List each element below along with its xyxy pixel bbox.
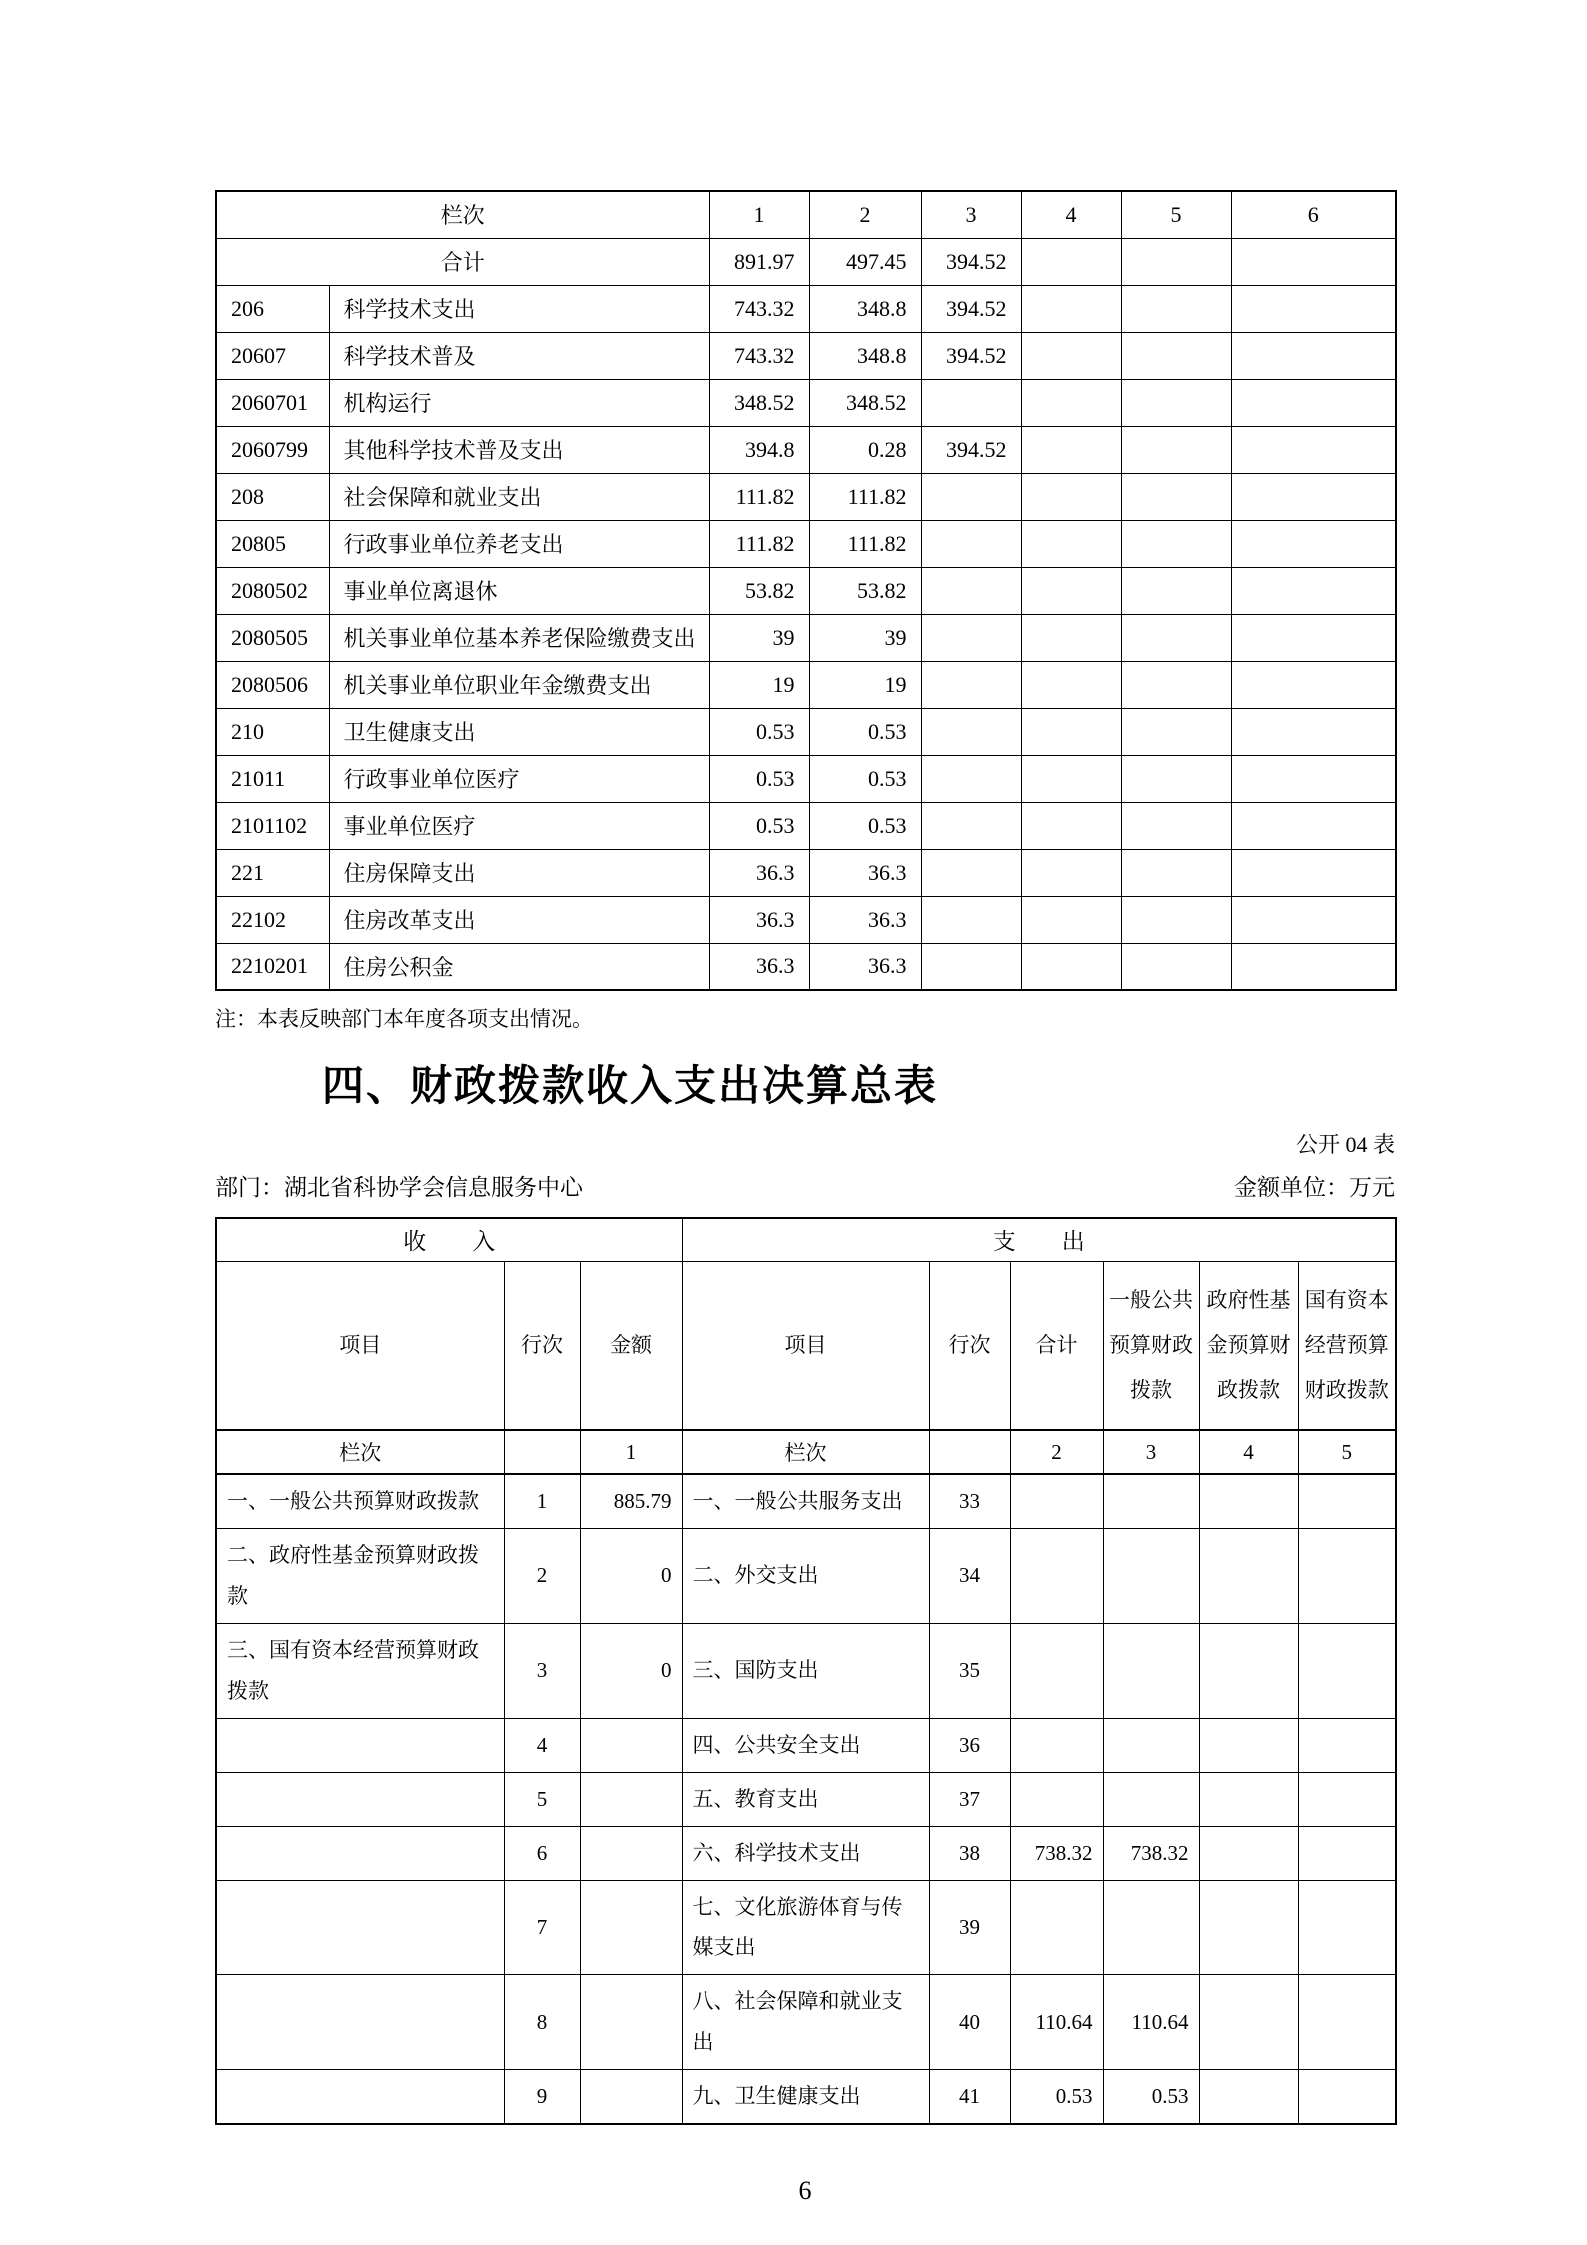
income-amount xyxy=(580,1772,682,1826)
expense-line: 39 xyxy=(929,1880,1010,1975)
cell-value xyxy=(1231,755,1396,802)
cell-value xyxy=(1231,473,1396,520)
expense-gov-fund xyxy=(1199,1880,1298,1975)
expense-gov-fund xyxy=(1199,1975,1298,2070)
budget-code: 20805 xyxy=(216,520,329,567)
income-item xyxy=(216,1880,504,1975)
expense-line: 38 xyxy=(929,1826,1010,1880)
cell-value: 19 xyxy=(709,661,809,708)
expense-general: 0.53 xyxy=(1103,2070,1199,2124)
cell-value xyxy=(1121,332,1231,379)
index-blank xyxy=(504,1430,580,1474)
income-item xyxy=(216,1772,504,1826)
cell-value: 0.53 xyxy=(809,802,921,849)
cell-value: 111.82 xyxy=(709,473,809,520)
expense-general xyxy=(1103,1880,1199,1975)
budget-item-name: 科学技术支出 xyxy=(329,285,709,332)
income-item xyxy=(216,1975,504,2070)
cell-value xyxy=(921,849,1021,896)
income-item: 二、政府性基金预算财政拨款 xyxy=(216,1528,504,1623)
expense-item: 四、公共安全支出 xyxy=(682,1718,929,1772)
expense-state-capital xyxy=(1298,1623,1396,1718)
cell-value: 394.52 xyxy=(921,426,1021,473)
column-index: 2 xyxy=(1010,1430,1103,1474)
cell-value: 394.52 xyxy=(921,332,1021,379)
total-value: 394.52 xyxy=(921,238,1021,285)
cell-value xyxy=(1121,473,1231,520)
section-header-row xyxy=(216,1218,1396,1261)
cell-value xyxy=(1021,379,1121,426)
expense-total xyxy=(1010,1528,1103,1623)
cell-value: 0.28 xyxy=(809,426,921,473)
cell-value xyxy=(1021,943,1121,990)
cell-value xyxy=(1021,755,1121,802)
expense-item: 三、国防支出 xyxy=(682,1623,929,1718)
column-index: 1 xyxy=(580,1430,682,1474)
cell-value xyxy=(1231,943,1396,990)
cell-value xyxy=(921,520,1021,567)
cell-value: 36.3 xyxy=(809,849,921,896)
column-index: 5 xyxy=(1298,1430,1396,1474)
expense-general xyxy=(1103,1718,1199,1772)
income-amount: 0 xyxy=(580,1528,682,1623)
income-line: 7 xyxy=(504,1880,580,1975)
cell-value xyxy=(1021,849,1121,896)
cell-value xyxy=(1231,285,1396,332)
cell-value: 39 xyxy=(809,614,921,661)
expense-item: 六、科学技术支出 xyxy=(682,1826,929,1880)
table-row xyxy=(216,849,1396,896)
income-section-header: 收 入 xyxy=(216,1218,682,1261)
expense-gov-fund xyxy=(1199,1474,1298,1528)
expense-item: 八、社会保障和就业支出 xyxy=(682,1975,929,2070)
income-line: 1 xyxy=(504,1474,580,1528)
table-row xyxy=(216,614,1396,661)
cell-value xyxy=(1021,614,1121,661)
fiscal-summary-table xyxy=(215,1217,1397,2125)
cell-value: 36.3 xyxy=(709,943,809,990)
cell-value: 111.82 xyxy=(809,520,921,567)
table-row xyxy=(216,1772,1396,1826)
income-line: 6 xyxy=(504,1826,580,1880)
budget-code: 2101102 xyxy=(216,802,329,849)
cell-value: 36.3 xyxy=(809,943,921,990)
cell-value xyxy=(1021,567,1121,614)
col-header-income-item: 项目 xyxy=(216,1261,504,1430)
cell-value xyxy=(921,567,1021,614)
cell-value xyxy=(921,473,1021,520)
income-line: 8 xyxy=(504,1975,580,2070)
col-header-expense-item: 项目 xyxy=(682,1261,929,1430)
income-amount xyxy=(580,1880,682,1975)
expense-total xyxy=(1010,1474,1103,1528)
cell-value: 0.53 xyxy=(709,802,809,849)
expense-state-capital xyxy=(1298,1718,1396,1772)
expense-state-capital xyxy=(1298,1880,1396,1975)
column-index-row xyxy=(216,1430,1396,1474)
budget-code: 22102 xyxy=(216,896,329,943)
expense-state-capital xyxy=(1298,1528,1396,1623)
budget-code: 2080506 xyxy=(216,661,329,708)
expense-total xyxy=(1010,1880,1103,1975)
budget-item-name: 事业单位医疗 xyxy=(329,802,709,849)
cell-value xyxy=(1121,943,1231,990)
cell-value xyxy=(1121,755,1231,802)
budget-code: 221 xyxy=(216,849,329,896)
cell-value xyxy=(921,614,1021,661)
table-row xyxy=(216,473,1396,520)
cell-value xyxy=(1231,661,1396,708)
table-row xyxy=(216,1718,1396,1772)
index-blank xyxy=(929,1430,1010,1474)
budget-item-name: 科学技术普及 xyxy=(329,332,709,379)
unit-label: 金额单位：万元 xyxy=(1234,1175,1395,1200)
cell-value xyxy=(1121,379,1231,426)
cell-value: 394.52 xyxy=(921,285,1021,332)
total-value xyxy=(1021,238,1121,285)
cell-value xyxy=(1231,708,1396,755)
expense-line: 37 xyxy=(929,1772,1010,1826)
income-item xyxy=(216,1718,504,1772)
income-amount xyxy=(580,1826,682,1880)
column-index: 5 xyxy=(1121,191,1231,238)
income-line: 9 xyxy=(504,2070,580,2124)
expense-item: 五、教育支出 xyxy=(682,1772,929,1826)
expense-line: 40 xyxy=(929,1975,1010,2070)
column-index: 6 xyxy=(1231,191,1396,238)
table1-header-row xyxy=(216,191,1396,238)
expense-section-header: 支 出 xyxy=(682,1218,1396,1261)
table-row xyxy=(216,1528,1396,1623)
column-index: 2 xyxy=(809,191,921,238)
cell-value xyxy=(1121,520,1231,567)
total-value xyxy=(1231,238,1396,285)
cell-value xyxy=(1231,567,1396,614)
budget-code: 2060799 xyxy=(216,426,329,473)
expense-line: 41 xyxy=(929,2070,1010,2124)
table-row xyxy=(216,1474,1396,1528)
total-value: 891.97 xyxy=(709,238,809,285)
cell-value xyxy=(1121,708,1231,755)
table-row xyxy=(216,708,1396,755)
table-row xyxy=(216,1623,1396,1718)
expense-total: 0.53 xyxy=(1010,2070,1103,2124)
budget-item-name: 住房保障支出 xyxy=(329,849,709,896)
expense-total xyxy=(1010,1623,1103,1718)
column-index: 1 xyxy=(709,191,809,238)
budget-item-name: 社会保障和就业支出 xyxy=(329,473,709,520)
table-row xyxy=(216,379,1396,426)
budget-item-name: 住房公积金 xyxy=(329,943,709,990)
expense-total xyxy=(1010,1718,1103,1772)
cell-value xyxy=(921,661,1021,708)
budget-item-name: 行政事业单位医疗 xyxy=(329,755,709,802)
expense-gov-fund xyxy=(1199,1528,1298,1623)
cell-value xyxy=(1231,520,1396,567)
expense-line: 33 xyxy=(929,1474,1010,1528)
budget-code: 208 xyxy=(216,473,329,520)
page-number: 6 xyxy=(798,2176,812,2206)
expense-general xyxy=(1103,1474,1199,1528)
budget-item-name: 行政事业单位养老支出 xyxy=(329,520,709,567)
cell-value xyxy=(1231,849,1396,896)
budget-code: 2080505 xyxy=(216,614,329,661)
table-row xyxy=(216,2070,1396,2124)
income-amount: 0 xyxy=(580,1623,682,1718)
cell-value: 111.82 xyxy=(709,520,809,567)
expense-state-capital xyxy=(1298,1975,1396,2070)
income-item: 三、国有资本经营预算财政拨款 xyxy=(216,1623,504,1718)
budget-item-name: 机关事业单位基本养老保险缴费支出 xyxy=(329,614,709,661)
cell-value: 111.82 xyxy=(809,473,921,520)
cell-value xyxy=(921,755,1021,802)
expense-line: 36 xyxy=(929,1718,1010,1772)
cell-value xyxy=(1021,473,1121,520)
expense-general: 110.64 xyxy=(1103,1975,1199,2070)
budget-code: 2060701 xyxy=(216,379,329,426)
expense-general xyxy=(1103,1623,1199,1718)
col-header-total: 合计 xyxy=(1010,1261,1103,1430)
expense-state-capital xyxy=(1298,1772,1396,1826)
cell-value xyxy=(1021,285,1121,332)
expense-gov-fund xyxy=(1199,1772,1298,1826)
table-row xyxy=(216,802,1396,849)
cell-value: 348.8 xyxy=(809,332,921,379)
table-row xyxy=(216,285,1396,332)
cell-value: 36.3 xyxy=(709,849,809,896)
budget-item-name: 住房改革支出 xyxy=(329,896,709,943)
budget-code: 2080502 xyxy=(216,567,329,614)
cell-value xyxy=(1121,426,1231,473)
budget-code: 206 xyxy=(216,285,329,332)
cell-value xyxy=(1231,332,1396,379)
total-value xyxy=(1121,238,1231,285)
expense-state-capital xyxy=(1298,2070,1396,2124)
section-title: 四、财政拨款收入支出决算总表 xyxy=(322,1062,939,1109)
table-meta-row xyxy=(215,1173,1395,1203)
cell-value xyxy=(1231,426,1396,473)
income-line: 5 xyxy=(504,1772,580,1826)
cell-value xyxy=(921,379,1021,426)
expense-gov-fund xyxy=(1199,1826,1298,1880)
col-header-expense-line: 行次 xyxy=(929,1261,1010,1430)
col-header-gov-fund: 政府性基金预算财政拨款 xyxy=(1199,1261,1298,1430)
expense-general: 738.32 xyxy=(1103,1826,1199,1880)
expense-item: 一、一般公共服务支出 xyxy=(682,1474,929,1528)
income-amount: 885.79 xyxy=(580,1474,682,1528)
total-label: 合计 xyxy=(216,238,709,285)
expense-total: 738.32 xyxy=(1010,1826,1103,1880)
column-index-label: 栏次 xyxy=(216,191,709,238)
cell-value xyxy=(1121,896,1231,943)
table-row xyxy=(216,1975,1396,2070)
expense-gov-fund xyxy=(1199,2070,1298,2124)
expense-total xyxy=(1010,1772,1103,1826)
table-row xyxy=(216,332,1396,379)
cell-value xyxy=(1121,661,1231,708)
cell-value: 36.3 xyxy=(809,896,921,943)
income-item xyxy=(216,2070,504,2124)
cell-value xyxy=(921,802,1021,849)
index-label: 栏次 xyxy=(216,1430,504,1474)
income-amount xyxy=(580,1718,682,1772)
table-row xyxy=(216,661,1396,708)
column-index: 3 xyxy=(1103,1430,1199,1474)
budget-item-name: 机关事业单位职业年金缴费支出 xyxy=(329,661,709,708)
cell-value: 743.32 xyxy=(709,332,809,379)
column-header-row xyxy=(216,1261,1396,1430)
budget-code: 20607 xyxy=(216,332,329,379)
expense-line: 34 xyxy=(929,1528,1010,1623)
cell-value xyxy=(921,943,1021,990)
cell-value xyxy=(1231,802,1396,849)
expense-gov-fund xyxy=(1199,1718,1298,1772)
total-row xyxy=(216,238,1396,285)
income-line: 4 xyxy=(504,1718,580,1772)
col-header-income-amount: 金额 xyxy=(580,1261,682,1430)
income-line: 3 xyxy=(504,1623,580,1718)
cell-value: 36.3 xyxy=(709,896,809,943)
cell-value: 0.53 xyxy=(809,708,921,755)
income-line: 2 xyxy=(504,1528,580,1623)
department-label: 部门：湖北省科协学会信息服务中心 xyxy=(215,1175,583,1200)
cell-value xyxy=(1231,614,1396,661)
expense-general xyxy=(1103,1528,1199,1623)
cell-value: 0.53 xyxy=(709,755,809,802)
column-index: 4 xyxy=(1021,191,1121,238)
income-amount xyxy=(580,2070,682,2124)
budget-code: 210 xyxy=(216,708,329,755)
column-index: 3 xyxy=(921,191,1021,238)
cell-value: 743.32 xyxy=(709,285,809,332)
expense-item: 二、外交支出 xyxy=(682,1528,929,1623)
cell-value: 348.8 xyxy=(809,285,921,332)
table-row xyxy=(216,520,1396,567)
col-header-income-line: 行次 xyxy=(504,1261,580,1430)
cell-value xyxy=(1021,802,1121,849)
income-item: 一、一般公共预算财政拨款 xyxy=(216,1474,504,1528)
cell-value: 348.52 xyxy=(709,379,809,426)
table-row xyxy=(216,1880,1396,1975)
budget-code: 2210201 xyxy=(216,943,329,990)
cell-value xyxy=(1231,896,1396,943)
col-header-general-budget: 一般公共预算财政拨款 xyxy=(1103,1261,1199,1430)
cell-value xyxy=(921,896,1021,943)
expense-breakdown-table xyxy=(215,190,1397,991)
col-header-state-capital: 国有资本经营预算财政拨款 xyxy=(1298,1261,1396,1430)
cell-value: 394.8 xyxy=(709,426,809,473)
cell-value xyxy=(921,708,1021,755)
expense-general xyxy=(1103,1772,1199,1826)
budget-item-name: 卫生健康支出 xyxy=(329,708,709,755)
cell-value xyxy=(1021,708,1121,755)
cell-value xyxy=(1121,802,1231,849)
cell-value xyxy=(1021,896,1121,943)
index-label: 栏次 xyxy=(682,1430,929,1474)
table-row xyxy=(216,755,1396,802)
budget-item-name: 事业单位离退休 xyxy=(329,567,709,614)
cell-value xyxy=(1121,285,1231,332)
cell-value xyxy=(1021,661,1121,708)
cell-value xyxy=(1121,614,1231,661)
table-note: 注：本表反映部门本年度各项支出情况。 xyxy=(215,1007,593,1031)
budget-item-name: 其他科学技术普及支出 xyxy=(329,426,709,473)
cell-value: 39 xyxy=(709,614,809,661)
table-row xyxy=(216,426,1396,473)
cell-value: 348.52 xyxy=(809,379,921,426)
expense-line: 35 xyxy=(929,1623,1010,1718)
budget-code: 21011 xyxy=(216,755,329,802)
expense-state-capital xyxy=(1298,1474,1396,1528)
budget-item-name: 机构运行 xyxy=(329,379,709,426)
cell-value xyxy=(1021,332,1121,379)
cell-value xyxy=(1021,426,1121,473)
cell-value xyxy=(1231,379,1396,426)
expense-state-capital xyxy=(1298,1826,1396,1880)
cell-value xyxy=(1121,849,1231,896)
expense-item: 七、文化旅游体育与传媒支出 xyxy=(682,1880,929,1975)
income-item xyxy=(216,1826,504,1880)
expense-gov-fund xyxy=(1199,1623,1298,1718)
table-row xyxy=(216,896,1396,943)
expense-item: 九、卫生健康支出 xyxy=(682,2070,929,2124)
cell-value: 0.53 xyxy=(809,755,921,802)
cell-value: 53.82 xyxy=(809,567,921,614)
income-amount xyxy=(580,1975,682,2070)
table-row xyxy=(216,943,1396,990)
cell-value: 53.82 xyxy=(709,567,809,614)
total-value: 497.45 xyxy=(809,238,921,285)
cell-value xyxy=(1121,567,1231,614)
cell-value xyxy=(1021,520,1121,567)
column-index: 4 xyxy=(1199,1430,1298,1474)
table-row xyxy=(216,1826,1396,1880)
cell-value: 19 xyxy=(809,661,921,708)
cell-value: 0.53 xyxy=(709,708,809,755)
expense-total: 110.64 xyxy=(1010,1975,1103,2070)
public-table-code: 公开 04 表 xyxy=(1295,1132,1395,1157)
table-row xyxy=(216,567,1396,614)
